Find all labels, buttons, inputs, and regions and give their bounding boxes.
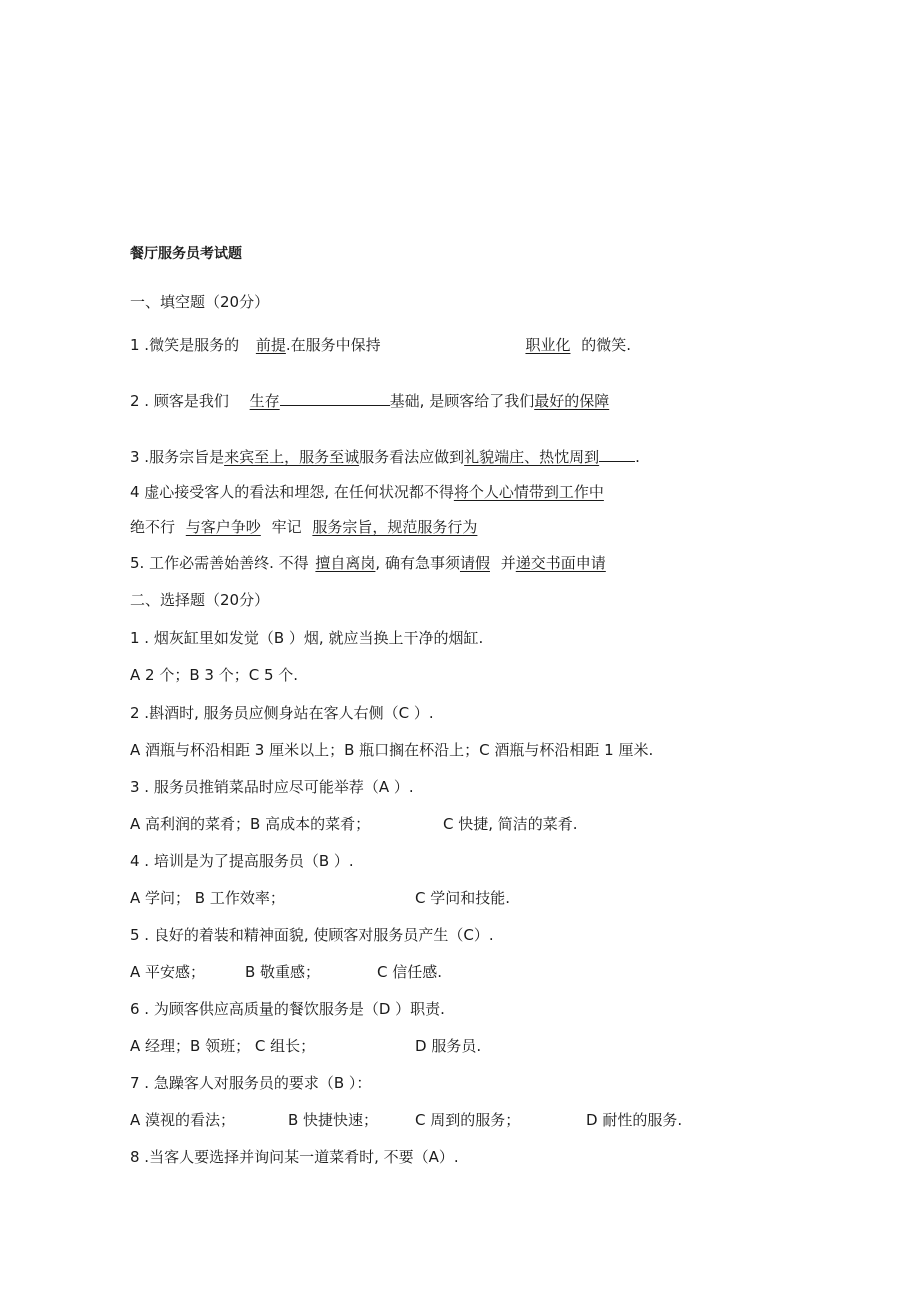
fill-question-3: [130, 447, 640, 467]
document-title: 餐厅服务员考试题: [130, 246, 242, 262]
choice-question-6: 6 . 为顾客供应高质量的餐饮服务是（D ）职责.: [130, 1000, 445, 1018]
q5-text-a: 5. 工作必需善始善终. 不得: [130, 554, 309, 572]
choice-options-3: [130, 814, 578, 834]
choice-question-2: 2 .斟酒时, 服务员应侧身站在客人右侧（C ）.: [130, 704, 434, 722]
choice-options-1: [130, 665, 298, 685]
q2-answer-2: 最好的保障: [534, 392, 610, 410]
q4-text-c: 绝不行: [130, 518, 176, 536]
q5-text-c: , 确有急事须: [375, 554, 460, 572]
fill-question-4-line-1: [130, 482, 604, 502]
q3-answer-2: 礼貌端庄、热忱周到: [464, 448, 600, 466]
option-text: A 漠视的看法；: [130, 1111, 236, 1129]
option-text: B 敬重感；: [245, 963, 321, 981]
option-text: C 学问和技能.: [415, 889, 511, 907]
fill-question-5: [130, 553, 606, 573]
q3-answer-1: 来宾至上，服务至诚: [224, 448, 360, 466]
section-heading-choice: 二、选择题（20分）: [130, 591, 270, 609]
q4-text-e: 牢记: [271, 518, 302, 536]
option-text: A 2 个；B 3 个；C 5 个.: [130, 666, 299, 684]
q2-text-c: 基础, 是顾客给了我们: [389, 392, 535, 410]
q3-text-a: 3 .服务宗旨是: [130, 448, 225, 466]
choice-question-4: 4 . 培训是为了提高服务员（B ）.: [130, 852, 354, 870]
q1-answer-1: 前提: [255, 336, 286, 354]
choice-options-4: [130, 888, 511, 908]
fill-question-4-line-2: [130, 517, 477, 537]
option-text: C 周到的服务；: [415, 1111, 521, 1129]
option-text: A 高利润的菜肴；B 高成本的菜肴；: [130, 815, 371, 833]
q3-text-e: .: [635, 448, 640, 466]
q1-text-c: .在服务中保持: [285, 336, 381, 354]
option-text: A 平安感；: [130, 963, 206, 981]
choice-question-1: 1 . 烟灰缸里如发觉（B ）烟, 就应当换上干净的烟缸.: [130, 629, 484, 647]
choice-options-6: [130, 1036, 482, 1056]
choice-question-7: 7 . 急躁客人对服务员的要求（B ）：: [130, 1074, 372, 1092]
q4-answer-1: 将个人心情带到工作中: [453, 483, 604, 501]
q2-text-a: 2 . 顾客是我们: [130, 392, 229, 410]
q1-answer-2: 职业化: [525, 336, 571, 354]
q3-text-c: 服务看法应做到: [359, 448, 465, 466]
choice-question-3: 3 . 服务员推销菜品时应尽可能举荐（A ）.: [130, 778, 414, 796]
q4-answer-3: 服务宗旨，规范服务行为: [312, 518, 478, 536]
q3-blank-line: [599, 447, 635, 462]
fill-question-2: [130, 391, 609, 411]
q5-text-e: 并: [500, 554, 516, 572]
choice-options-2: [130, 740, 653, 760]
q2-answer-1: 生存: [249, 392, 280, 410]
option-text: A 经理；B 领班； C 组长；: [130, 1037, 316, 1055]
q5-answer-1: 擅自离岗: [315, 554, 376, 572]
choice-question-5: 5 . 良好的着装和精神面貌, 使顾客对服务员产生（C）.: [130, 926, 494, 944]
section-heading-fill: 一、填空题（20分）: [130, 293, 270, 311]
q1-text-e: 的微笑.: [581, 336, 632, 354]
option-text: A 学问； B 工作效率；: [130, 889, 285, 907]
q4-text-a: 4 虚心接受客人的看法和埋怨, 在任何状况都不得: [130, 483, 454, 501]
choice-options-5: [130, 962, 443, 982]
q4-answer-2: 与客户争吵: [185, 518, 261, 536]
option-text: D 耐性的服务.: [586, 1111, 683, 1129]
q1-text-a: 1 .微笑是服务的: [130, 336, 240, 354]
option-text: D 服务员.: [415, 1037, 482, 1055]
q2-blank-line: [280, 391, 390, 406]
option-text: B 快捷快速；: [288, 1111, 379, 1129]
option-text: C 快捷, 简洁的菜肴.: [443, 815, 578, 833]
option-text: C 信任感.: [377, 963, 443, 981]
fill-question-1: [130, 335, 631, 355]
choice-question-8: 8 .当客人要选择并询问某一道菜肴时, 不要（A）.: [130, 1148, 459, 1166]
choice-options-7: [130, 1110, 683, 1130]
q5-answer-3: 递交书面申请: [515, 554, 606, 572]
option-text: A 酒瓶与杯沿相距 3 厘米以上；B 瓶口搁在杯沿上；C 酒瓶与杯沿相距 1 厘米.: [130, 741, 654, 759]
q5-answer-2: 请假: [459, 554, 490, 572]
